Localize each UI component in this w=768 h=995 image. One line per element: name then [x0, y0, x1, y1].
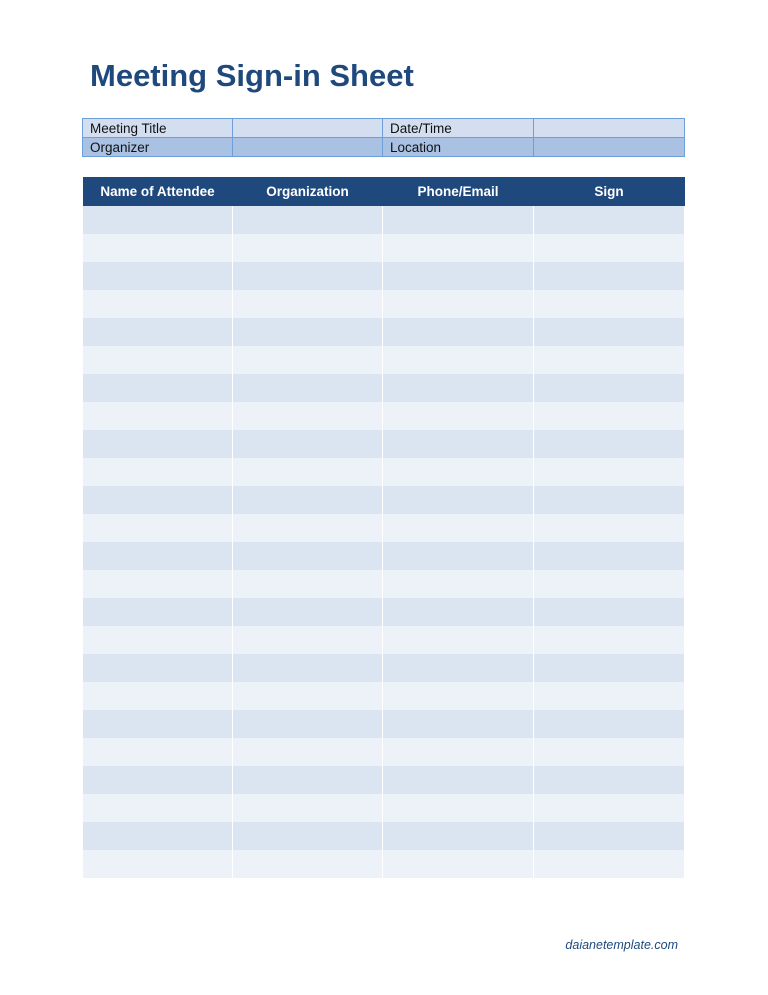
- attendee-contact-cell[interactable]: [383, 374, 534, 402]
- attendee-organization-cell[interactable]: [233, 710, 383, 738]
- attendee-contact-cell[interactable]: [383, 514, 534, 542]
- column-header-organization: Organization: [233, 177, 383, 206]
- attendee-name-cell[interactable]: [83, 626, 233, 654]
- attendee-sign-cell[interactable]: [534, 402, 685, 430]
- attendee-organization-cell[interactable]: [233, 822, 383, 850]
- attendee-contact-cell[interactable]: [383, 262, 534, 290]
- attendee-name-cell[interactable]: [83, 290, 233, 318]
- attendee-sign-cell[interactable]: [534, 822, 685, 850]
- meeting-info-row: [83, 138, 685, 157]
- attendee-row: [83, 514, 685, 542]
- attendee-row: [83, 654, 685, 682]
- attendee-name-cell[interactable]: [83, 514, 233, 542]
- attendee-organization-cell[interactable]: [233, 290, 383, 318]
- attendee-row: [83, 234, 685, 262]
- attendee-contact-cell[interactable]: [383, 486, 534, 514]
- attendee-contact-cell[interactable]: [383, 710, 534, 738]
- attendee-organization-cell[interactable]: [233, 850, 383, 878]
- date-time-field[interactable]: [534, 119, 685, 138]
- attendee-name-cell[interactable]: [83, 822, 233, 850]
- attendee-contact-cell[interactable]: [383, 738, 534, 766]
- attendee-name-cell[interactable]: [83, 794, 233, 822]
- attendee-name-cell[interactable]: [83, 234, 233, 262]
- attendee-organization-cell[interactable]: [233, 402, 383, 430]
- footer-website: daianetemplate.com: [565, 938, 678, 952]
- attendee-name-cell[interactable]: [83, 206, 233, 234]
- attendee-name-cell[interactable]: [83, 486, 233, 514]
- meeting-title-label: Meeting Title: [83, 119, 233, 138]
- attendee-contact-cell[interactable]: [383, 346, 534, 374]
- attendee-sign-cell[interactable]: [534, 486, 685, 514]
- attendee-organization-cell[interactable]: [233, 430, 383, 458]
- attendee-contact-cell[interactable]: [383, 626, 534, 654]
- attendee-sign-cell[interactable]: [534, 318, 685, 346]
- attendee-row: [83, 290, 685, 318]
- attendee-sign-cell[interactable]: [534, 262, 685, 290]
- attendee-organization-cell[interactable]: [233, 346, 383, 374]
- attendee-table-body: [83, 206, 685, 878]
- attendee-sign-cell[interactable]: [534, 654, 685, 682]
- attendee-row: [83, 374, 685, 402]
- attendee-sign-cell[interactable]: [534, 850, 685, 878]
- attendee-name-cell[interactable]: [83, 738, 233, 766]
- attendee-contact-cell[interactable]: [383, 234, 534, 262]
- attendee-row: [83, 598, 685, 626]
- column-header-phone-email: Phone/Email: [383, 177, 534, 206]
- attendee-row: [83, 206, 685, 234]
- attendee-name-cell[interactable]: [83, 598, 233, 626]
- date-time-label: Date/Time: [383, 119, 534, 138]
- attendee-row: [83, 318, 685, 346]
- organizer-label: Organizer: [83, 138, 233, 157]
- attendee-row: [83, 346, 685, 374]
- attendee-row: [83, 486, 685, 514]
- attendee-row: [83, 682, 685, 710]
- attendee-name-cell[interactable]: [83, 682, 233, 710]
- attendee-name-cell[interactable]: [83, 346, 233, 374]
- attendee-organization-cell[interactable]: [233, 570, 383, 598]
- attendee-row: [83, 738, 685, 766]
- attendee-sign-cell[interactable]: [534, 430, 685, 458]
- attendee-name-cell[interactable]: [83, 374, 233, 402]
- attendee-organization-cell[interactable]: [233, 794, 383, 822]
- attendee-row: [83, 570, 685, 598]
- attendee-name-cell[interactable]: [83, 262, 233, 290]
- attendee-contact-cell[interactable]: [383, 598, 534, 626]
- attendee-organization-cell[interactable]: [233, 514, 383, 542]
- attendee-contact-cell[interactable]: [383, 430, 534, 458]
- attendee-sign-cell[interactable]: [534, 290, 685, 318]
- attendee-name-cell[interactable]: [83, 402, 233, 430]
- attendee-organization-cell[interactable]: [233, 318, 383, 346]
- column-header-sign: Sign: [534, 177, 685, 206]
- attendee-row: [83, 430, 685, 458]
- attendee-contact-cell[interactable]: [383, 542, 534, 570]
- attendee-name-cell[interactable]: [83, 458, 233, 486]
- attendee-organization-cell[interactable]: [233, 374, 383, 402]
- attendee-name-cell[interactable]: [83, 570, 233, 598]
- attendee-sign-cell[interactable]: [534, 374, 685, 402]
- attendee-sign-cell[interactable]: [534, 346, 685, 374]
- location-field[interactable]: [534, 138, 685, 157]
- attendee-organization-cell[interactable]: [233, 262, 383, 290]
- attendee-organization-cell[interactable]: [233, 626, 383, 654]
- attendee-contact-cell[interactable]: [383, 682, 534, 710]
- attendee-organization-cell[interactable]: [233, 654, 383, 682]
- attendee-contact-cell[interactable]: [383, 654, 534, 682]
- attendee-contact-cell[interactable]: [383, 766, 534, 794]
- attendee-sign-cell[interactable]: [534, 514, 685, 542]
- attendee-name-cell[interactable]: [83, 710, 233, 738]
- attendee-sign-cell[interactable]: [534, 682, 685, 710]
- attendee-row: [83, 262, 685, 290]
- attendee-name-cell[interactable]: [83, 850, 233, 878]
- attendee-organization-cell[interactable]: [233, 206, 383, 234]
- attendee-organization-cell[interactable]: [233, 738, 383, 766]
- attendee-row: [83, 626, 685, 654]
- attendee-contact-cell[interactable]: [383, 822, 534, 850]
- attendee-sign-cell[interactable]: [534, 794, 685, 822]
- attendee-organization-cell[interactable]: [233, 598, 383, 626]
- attendee-row: [83, 794, 685, 822]
- attendee-sign-cell[interactable]: [534, 570, 685, 598]
- attendee-row: [83, 822, 685, 850]
- organizer-field[interactable]: [233, 138, 383, 157]
- attendee-name-cell[interactable]: [83, 542, 233, 570]
- attendee-contact-cell[interactable]: [383, 290, 534, 318]
- attendee-contact-cell[interactable]: [383, 794, 534, 822]
- attendee-name-cell[interactable]: [83, 654, 233, 682]
- attendee-sign-cell[interactable]: [534, 458, 685, 486]
- attendee-name-cell[interactable]: [83, 318, 233, 346]
- attendee-organization-cell[interactable]: [233, 682, 383, 710]
- attendee-contact-cell[interactable]: [383, 318, 534, 346]
- attendee-contact-cell[interactable]: [383, 206, 534, 234]
- attendee-table: [82, 177, 685, 878]
- attendee-row: [83, 542, 685, 570]
- attendee-row: [83, 766, 685, 794]
- attendee-table-header: [83, 177, 685, 206]
- attendee-sign-cell[interactable]: [534, 626, 685, 654]
- attendee-row: [83, 850, 685, 878]
- attendee-organization-cell[interactable]: [233, 542, 383, 570]
- attendee-contact-cell[interactable]: [383, 458, 534, 486]
- attendee-organization-cell[interactable]: [233, 766, 383, 794]
- meeting-info-table: [82, 118, 685, 157]
- attendee-sign-cell[interactable]: [534, 234, 685, 262]
- column-header-name: Name of Attendee: [83, 177, 233, 206]
- attendee-organization-cell[interactable]: [233, 234, 383, 262]
- attendee-name-cell[interactable]: [83, 766, 233, 794]
- attendee-organization-cell[interactable]: [233, 458, 383, 486]
- meeting-info-row: [83, 119, 685, 138]
- meeting-title-field[interactable]: [233, 119, 383, 138]
- attendee-contact-cell[interactable]: [383, 850, 534, 878]
- attendee-contact-cell[interactable]: [383, 570, 534, 598]
- attendee-row: [83, 402, 685, 430]
- attendee-sign-cell[interactable]: [534, 766, 685, 794]
- attendee-contact-cell[interactable]: [383, 402, 534, 430]
- attendee-sign-cell[interactable]: [534, 598, 685, 626]
- attendee-sign-cell[interactable]: [534, 738, 685, 766]
- attendee-organization-cell[interactable]: [233, 486, 383, 514]
- attendee-sign-cell[interactable]: [534, 710, 685, 738]
- attendee-name-cell[interactable]: [83, 430, 233, 458]
- location-label: Location: [383, 138, 534, 157]
- attendee-row: [83, 458, 685, 486]
- page-title: Meeting Sign-in Sheet: [90, 58, 414, 93]
- attendee-sign-cell[interactable]: [534, 542, 685, 570]
- attendee-sign-cell[interactable]: [534, 206, 685, 234]
- attendee-row: [83, 710, 685, 738]
